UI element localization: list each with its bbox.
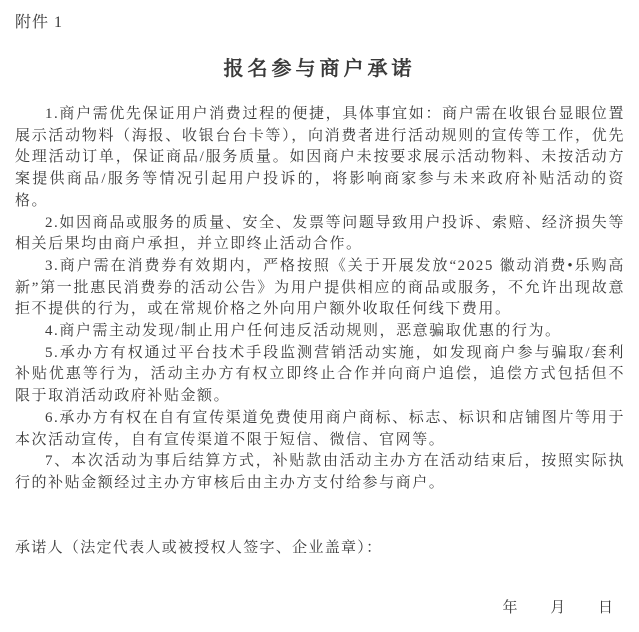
- attachment-label: 附件 1: [15, 14, 64, 31]
- paragraph-1: 1.商户需优先保证用户消费过程的便捷，具体事宜如：商户需在收银台显眼位置展示活动物料（海报、收银台台卡等），向消费者进行活动规则的宣传等工作，优先处理活动订单，保证商品/服务质量。如因商户未按要求展示活动物料、未按活动方案提供商品/服务等情况引起用户投诉的，将影响商家参与未来政府补贴活动的资格。: [15, 106, 625, 209]
- paragraph-4: 4.商户需主动发现/制止用户任何违反活动规则，恶意骗取优惠的行为。: [45, 323, 562, 340]
- paragraph-7: 7、本次活动为事后结算方式，补贴款由活动主办方在活动结束后，按照实际执行的补贴金额经过主办方审核后由主办方支付给参与商户。: [15, 453, 625, 491]
- paragraph-6: 6.承办方有权在自有宣传渠道免费使用商户商标、标志、标识和店铺图片等用于本次活动宣传，自有宣传渠道不限于短信、微信、官网等。: [15, 409, 625, 448]
- day-label: 日: [597, 600, 613, 616]
- paragraph-3: 3.商户需在消费券有效期内，严格按照《关于开展发放“2025 徽动消费•乐购高新”第一批惠民消费券的活动公告》为用户提供相应的商品或服务，不允许出现故意拒不提供的行为，或在常规价格之外向用户额外收取任何线下费用。: [15, 257, 625, 318]
- document-title: 报名参与商户承诺: [223, 58, 416, 80]
- month-label: 月: [550, 600, 566, 616]
- document-body: [15, 104, 625, 495]
- paragraph-5: 5.承办方有权通过平台技术手段监测营销活动实施，如发现商户参与骗取/套利补贴优惠等行为，活动主办方有权立即终止合作并向商户追偿，追偿方式包括但不限于取消活动政府补贴金额。: [15, 344, 625, 405]
- year-label: 年: [502, 600, 518, 616]
- paragraph-2: 2.如因商品或服务的质量、安全、发票等问题导致用户投诉、索赔、经济损失等相关后果均由商户承担，并立即终止活动合作。: [15, 214, 625, 253]
- signature-line: 承诺人（法定代表人或被授权人签字、企业盖章）：: [15, 540, 383, 556]
- date-line: [502, 596, 613, 617]
